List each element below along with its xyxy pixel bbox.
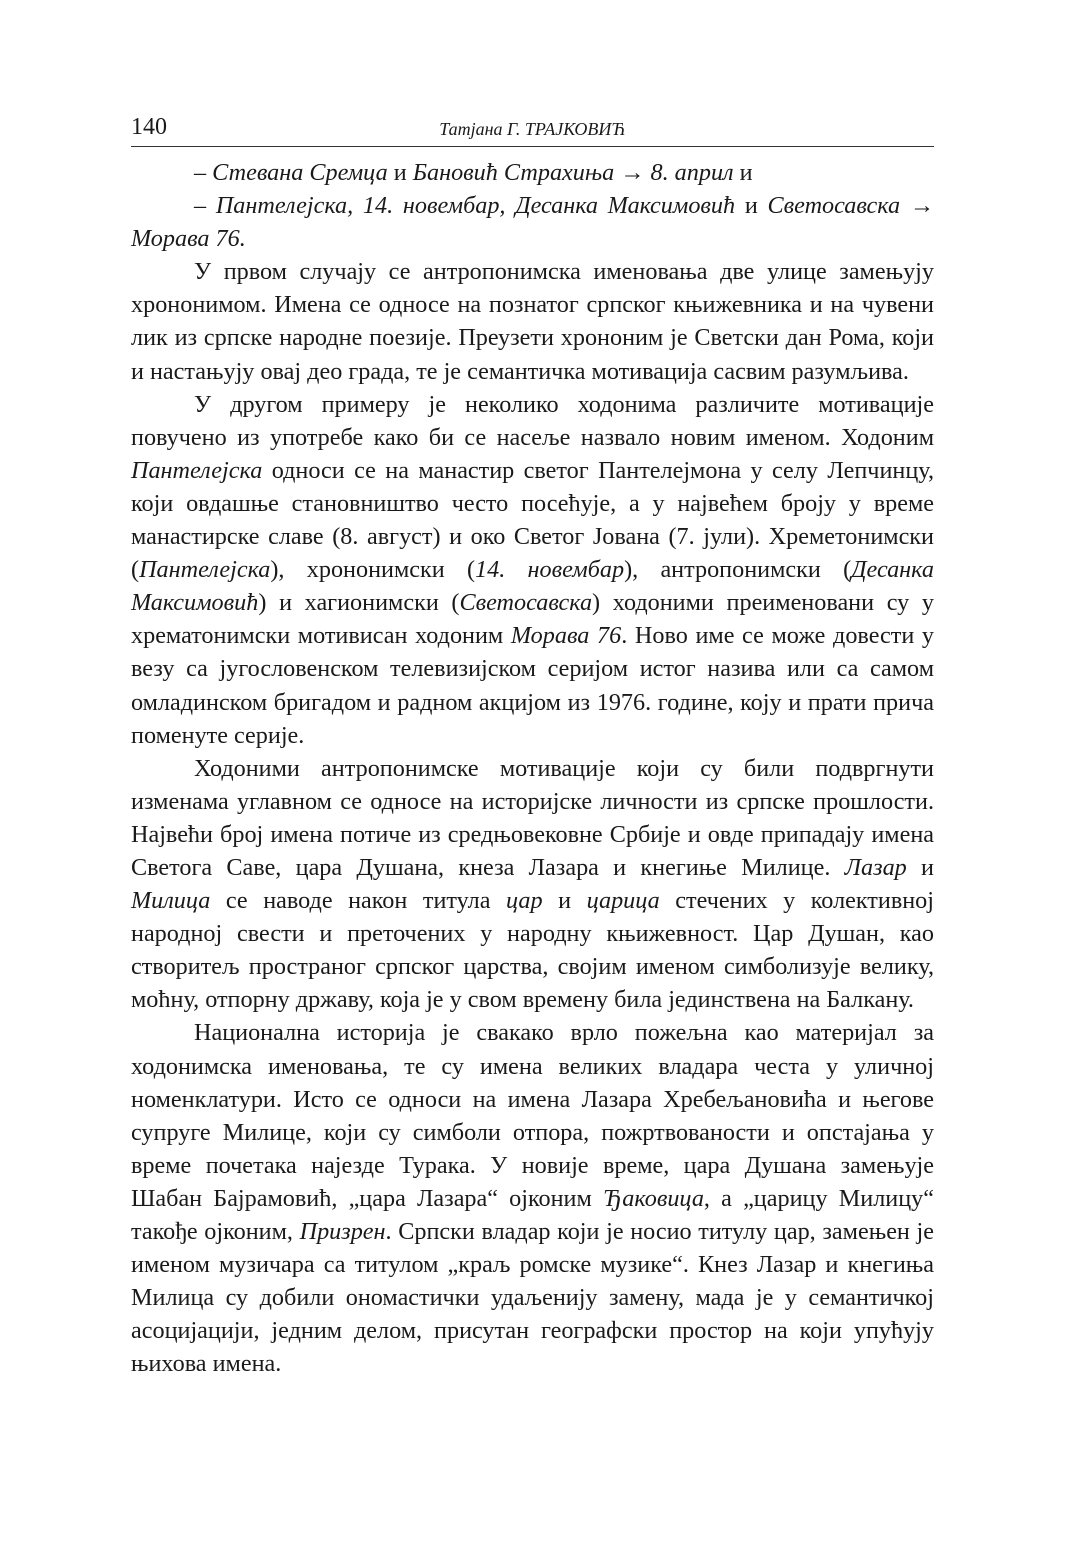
italic-text: Десанка Максимовић xyxy=(131,556,934,617)
italic-text: Бановић Страхиња xyxy=(412,159,615,186)
list-item xyxy=(131,156,934,189)
italic-text: цар xyxy=(506,887,543,915)
paragraph xyxy=(131,388,934,752)
page-number: 140 xyxy=(131,114,167,140)
italic-text: 14. новембар xyxy=(475,556,625,584)
text-run: → xyxy=(614,159,651,186)
text-run: и xyxy=(387,159,413,186)
text-run: и xyxy=(542,887,587,915)
text-run: Национална историја је свакако врло пожељна као материјал за ходонимска именовања, те су имена великих владара честа у уличној номенклатури. Исто се односи на имена Лазара Хребељановића и његове супруге Милице, који су симболи отпора, пожртвованости и опстајања у време почетака најезде Турака. У новије време, цара Душана замењује Шабан Бајрамовић, „цара Лазара“ ојконим xyxy=(131,1019,934,1212)
italic-text: Милица xyxy=(131,887,211,915)
paragraph xyxy=(131,1016,934,1380)
italic-text: царица xyxy=(586,887,660,915)
text-run: , а „царицу Милицу“ такође ојконим, xyxy=(131,1184,934,1245)
text-run: и xyxy=(735,192,768,220)
text-run: ), хрононимски ( xyxy=(270,556,476,584)
italic-text: Светосавска xyxy=(459,589,593,617)
italic-text: 8. април xyxy=(650,159,734,186)
text-run: и xyxy=(733,159,753,186)
italic-text: Призрен xyxy=(299,1218,386,1245)
paragraph xyxy=(131,752,934,1017)
page-header xyxy=(131,112,934,147)
text-run: . Ново име се може довести у везу са југословенском телевизијском серијом истог назива или са самом омладинском бригадом и радном акцијом из 1976. године, коју и прати прича поменуте серије. xyxy=(131,622,935,749)
italic-text: Морава 76 xyxy=(510,622,622,650)
italic-text: Ђаковица xyxy=(602,1184,704,1212)
text-run: У првом случају се антропонимска именовања две улице замењују хрононимом. Имена се односе на познатог српског књижевника и на чувени лик из српске народне поезије. Преузети хрононим је Светски дан Рома, који и настањују овај део града, те је семантичка мотивација сасвим разумљива. xyxy=(131,258,934,385)
text-run: се наводе након титула xyxy=(210,887,507,915)
italic-text: Лазар xyxy=(844,853,907,881)
text-run: – xyxy=(194,159,213,186)
text-run: → xyxy=(900,192,935,220)
italic-text: Стевана Сремца xyxy=(212,159,388,186)
text-run: односи се на манастир светог Пантелејмона у селу Лепчинцу, који овдашње становништво често посећује, а у највећем броју у време манастирске славе (8. август) и око Светог Јована (7. јули). Хреметонимски ( xyxy=(131,456,934,584)
text-run: ), антропонимски ( xyxy=(624,556,852,584)
italic-text: Пантелејска xyxy=(131,456,263,484)
text-run: и xyxy=(906,853,934,881)
text-run: . Српски владар који је носио титулу цар, замењен је именом музичара са титулом „краљ ромске музике“. Кнез Лазар и кнегиња Милица су добили ономастички удаљенију замену, мада је у семантичкој асоцијацији, једним делом, присутан географски простор на који упућују њихова имена. xyxy=(131,1218,934,1378)
italic-text: Светосавска xyxy=(767,192,901,220)
list-item xyxy=(131,189,934,255)
text-run: ) и хагионимски ( xyxy=(258,589,460,617)
paragraph xyxy=(131,255,934,387)
text-run: У другом примеру је неколико ходонима различите мотивације повучено из употребе како би се насеље назвало новим именом. Ходоним xyxy=(131,390,934,451)
italic-text: Морава 76. xyxy=(131,225,246,253)
italic-text: Пантелејска xyxy=(139,556,271,584)
text-run: – xyxy=(194,192,216,220)
running-head: Татјана Г. ТРАЈКОВИЋ xyxy=(439,119,626,139)
italic-text: Пантелејска, 14. новембар, Десанка Максимовић xyxy=(215,192,736,220)
text-run: ) ходоними преименовани су у хрематонимски мотивисан ходоним xyxy=(131,589,934,650)
text-run: стечених у колективној народној свести и преточених у народну књижевност. Цар Душан, као створитељ пространог српског царства, својим именом симболизује велику, моћну, отпорну државу, која је у свом времену била јединствена на Балкану. xyxy=(131,887,934,1014)
text-run: Ходоними антропонимске мотивације који су били подвргнути изменама углавном се односе на историјске личности из српске прошлости. Највећи број имена потиче из средњовековне Србије и овде припадају имена Светога Саве, цара Душана, кнеза Лазара и кнегиње Милице. xyxy=(131,754,934,881)
body-text xyxy=(131,156,934,1380)
